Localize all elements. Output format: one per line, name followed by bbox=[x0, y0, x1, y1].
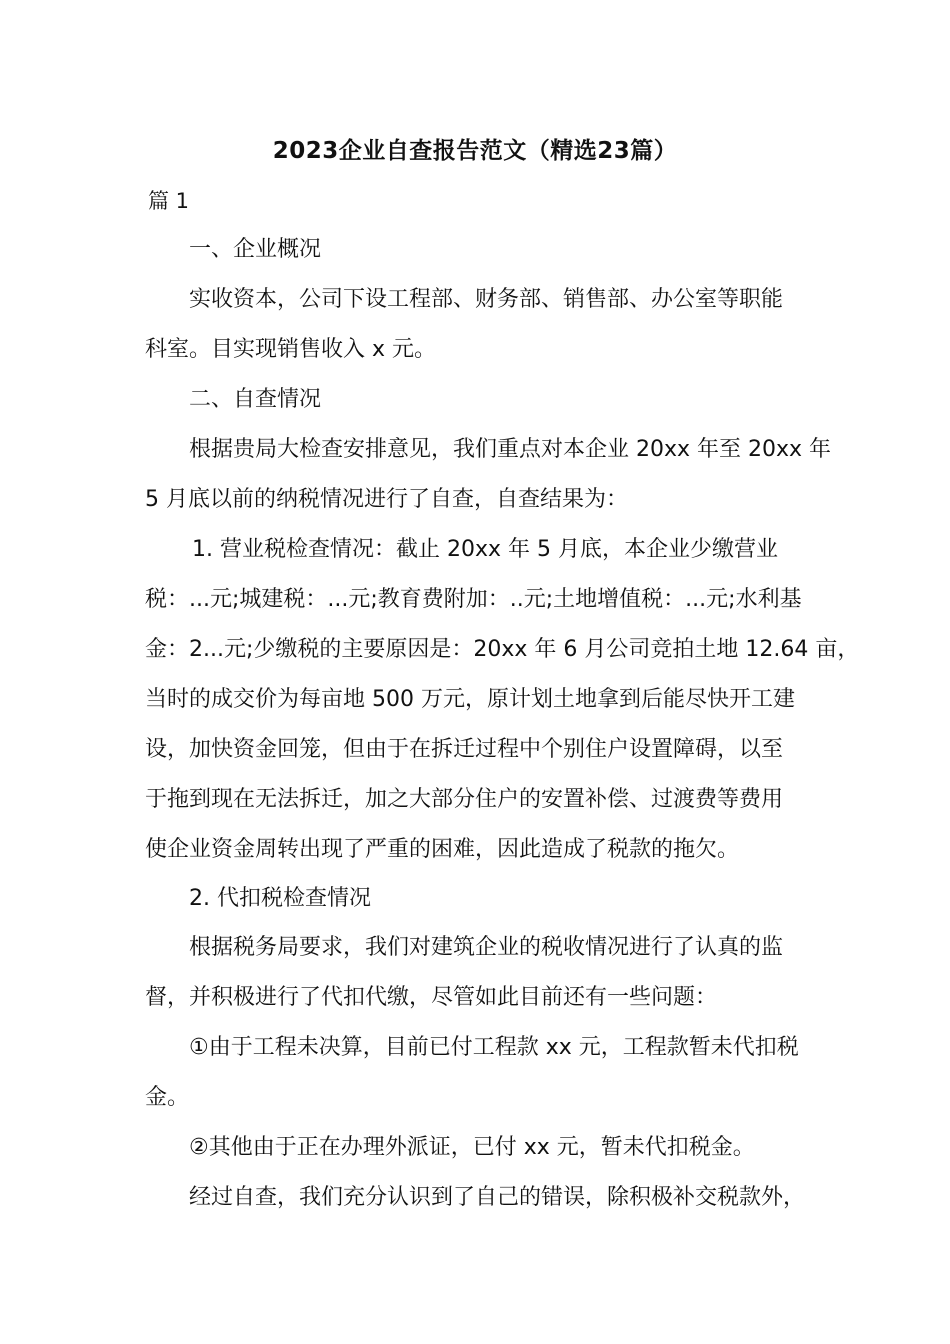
paragraph-line: 设，加快资金回笼，但由于在拆迁过程中个别住户设置障碍，以至 bbox=[145, 737, 784, 762]
paragraph-line: ①由于工程未决算，目前已付工程款 xx 元，工程款暂未代扣税 bbox=[189, 1035, 799, 1060]
paragraph-line: 督，并积极进行了代扣代缴，尽管如此目前还有一些问题： bbox=[145, 985, 718, 1010]
paragraph-line: 金：2...元;少缴税的主要原因是：20xx 年 6 月公司竞拍土地 12.64 亩， bbox=[145, 637, 860, 662]
paragraph-line: 实收资本，公司下设工程部、财务部、销售部、办公室等职能 bbox=[189, 287, 784, 312]
paragraph-line: ②其他由于正在办理外派证，已付 xx 元，暂未代扣税金。 bbox=[189, 1135, 755, 1160]
paragraph-line: 于拖到现在无法拆迁，加之大部分住户的安置补偿、过渡费等费用 bbox=[145, 787, 784, 812]
paragraph-line: 5 月底以前的纳税情况进行了自查，自查结果为： bbox=[145, 487, 628, 512]
paragraph-line: 1. 营业税检查情况：截止 20xx 年 5 月底，本企业少缴营业 bbox=[192, 537, 778, 562]
paragraph-line: 科室。目实现销售收入 x 元。 bbox=[145, 337, 437, 362]
paragraph-line: 使企业资金周转出现了严重的困难，因此造成了税款的拖欠。 bbox=[145, 837, 740, 862]
heading-self-check: 二、自查情况 bbox=[189, 387, 322, 412]
paragraph-line: 金。 bbox=[145, 1085, 190, 1110]
subheading-withholding: 2. 代扣税检查情况 bbox=[189, 886, 371, 911]
paragraph-line: 税：...元;城建税：...元;教育费附加：..元;土地增值税：...元;水利基 bbox=[145, 587, 802, 612]
heading-company-overview: 一、企业概况 bbox=[189, 237, 322, 262]
section-label: 篇 1 bbox=[148, 189, 190, 213]
paragraph-line: 当时的成交价为每亩地 500 万元，原计划土地拿到后能尽快开工建 bbox=[145, 687, 795, 712]
paragraph-line: 经过自查，我们充分认识到了自己的错误，除积极补交税款外， bbox=[189, 1185, 806, 1210]
document-title: 2023企业自查报告范文（精选23篇） bbox=[272, 138, 678, 164]
paragraph-line: 根据税务局要求，我们对建筑企业的税收情况进行了认真的监 bbox=[189, 935, 784, 960]
paragraph-line: 根据贵局大检查安排意见，我们重点对本企业 20xx 年至 20xx 年 bbox=[189, 437, 832, 462]
